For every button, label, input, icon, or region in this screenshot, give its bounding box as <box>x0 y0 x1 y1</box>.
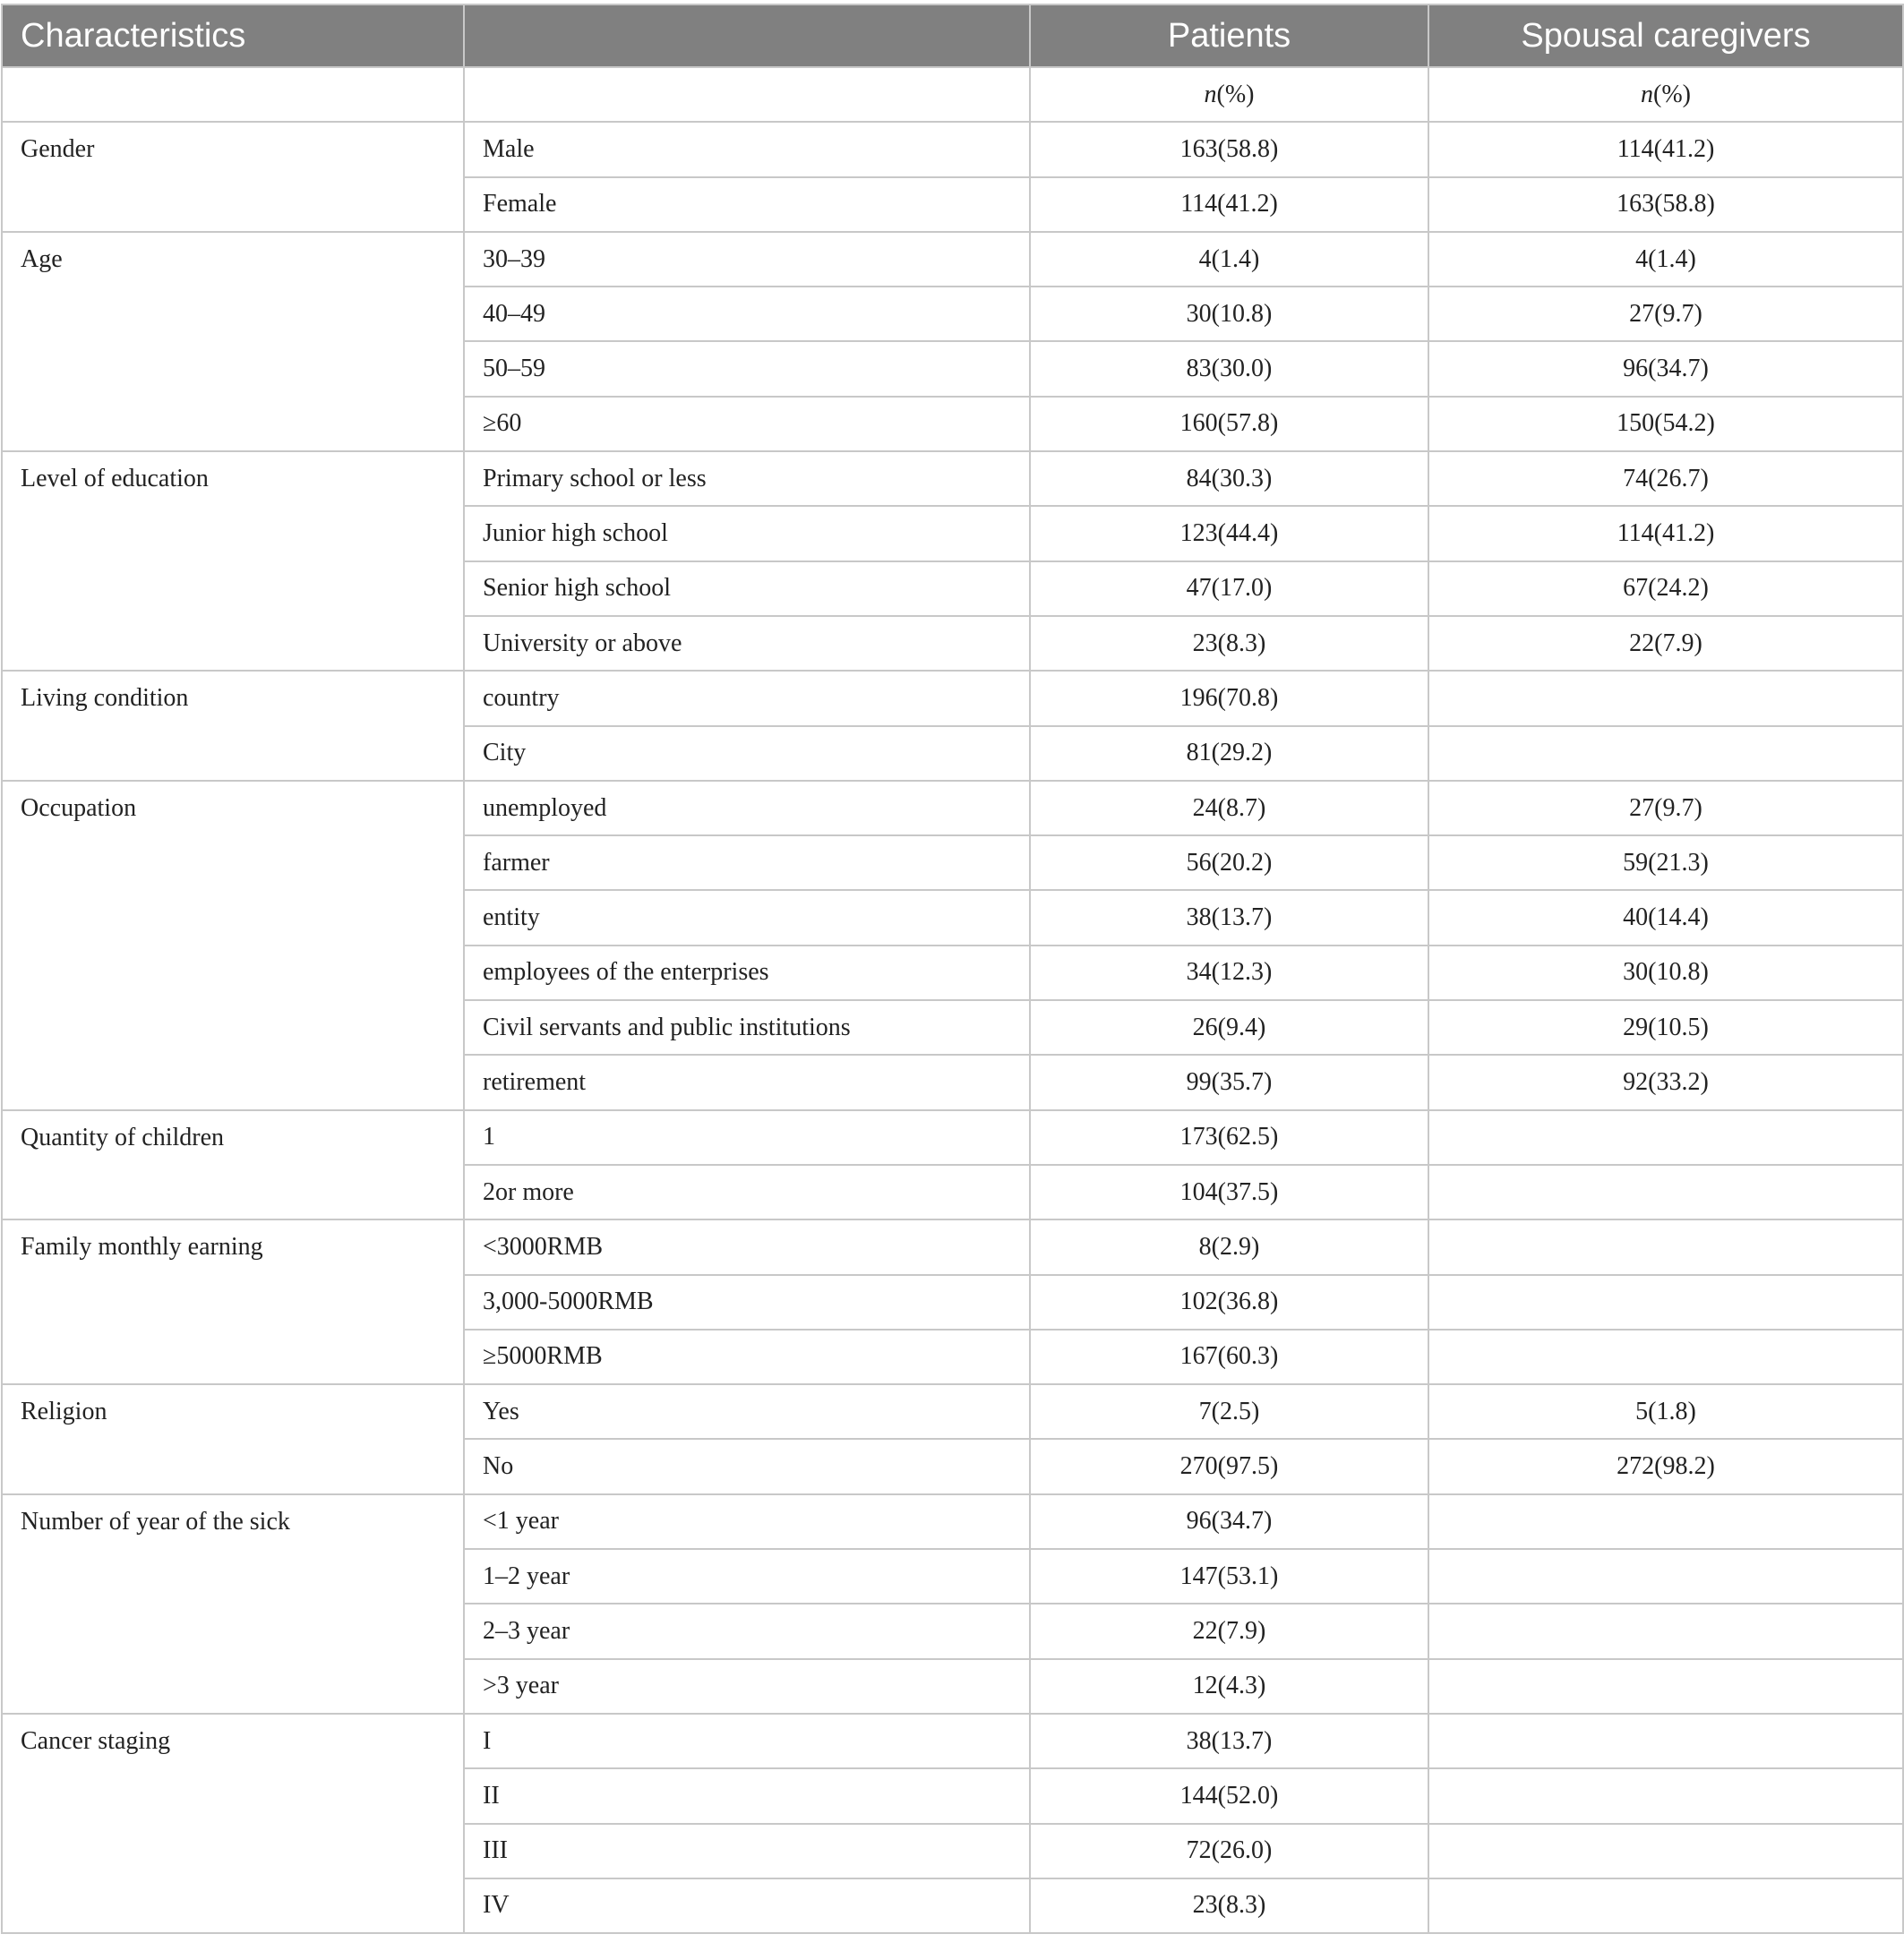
category-cell: Civil servants and public institutions <box>464 1000 1030 1055</box>
patients-value-cell: 72(26.0) <box>1030 1824 1428 1878</box>
subheader-empty-cell <box>464 67 1030 122</box>
category-cell: Male <box>464 122 1030 176</box>
patients-value-cell: 7(2.5) <box>1030 1384 1428 1439</box>
category-cell: 2or more <box>464 1165 1030 1219</box>
patients-value-cell: 83(30.0) <box>1030 341 1428 396</box>
patients-value-cell: 4(1.4) <box>1030 232 1428 287</box>
spousal-value-cell <box>1428 1110 1903 1165</box>
category-cell: No <box>464 1439 1030 1493</box>
patients-value-cell: 96(34.7) <box>1030 1494 1428 1549</box>
table-row <box>2 451 1903 506</box>
spousal-value-cell <box>1428 1494 1903 1549</box>
spousal-value-cell: 163(58.8) <box>1428 177 1903 232</box>
characteristic-label: Number of year of the sick <box>2 1494 464 1714</box>
spousal-value-cell <box>1428 671 1903 725</box>
spousal-value-cell: 22(7.9) <box>1428 616 1903 671</box>
patients-value-cell: 81(29.2) <box>1030 726 1428 781</box>
spousal-value-cell: 59(21.3) <box>1428 835 1903 890</box>
characteristic-label: Living condition <box>2 671 464 781</box>
patients-value-cell: 123(44.4) <box>1030 506 1428 560</box>
subheader-spousal-unit <box>1428 67 1903 122</box>
category-cell: Yes <box>464 1384 1030 1439</box>
spousal-value-cell <box>1428 1604 1903 1658</box>
table-row <box>2 1714 1903 1768</box>
spousal-value-cell: 5(1.8) <box>1428 1384 1903 1439</box>
spousal-value-cell <box>1428 1330 1903 1384</box>
category-cell: Junior high school <box>464 506 1030 560</box>
spousal-value-cell <box>1428 1549 1903 1604</box>
category-cell: entity <box>464 890 1030 945</box>
header-row <box>2 4 1903 67</box>
spousal-value-cell <box>1428 1275 1903 1330</box>
category-cell: <1 year <box>464 1494 1030 1549</box>
table-row <box>2 122 1903 176</box>
spousal-value-cell: 96(34.7) <box>1428 341 1903 396</box>
patients-value-cell: 22(7.9) <box>1030 1604 1428 1658</box>
patients-value-cell: 144(52.0) <box>1030 1768 1428 1823</box>
table-row <box>2 1110 1903 1165</box>
category-cell: retirement <box>464 1055 1030 1109</box>
characteristics-table <box>1 4 1904 1934</box>
category-cell: 40–49 <box>464 287 1030 341</box>
spousal-value-cell: 114(41.2) <box>1428 506 1903 560</box>
subheader-row <box>2 67 1903 122</box>
category-cell: 50–59 <box>464 341 1030 396</box>
spousal-value-cell: 27(9.7) <box>1428 287 1903 341</box>
patients-value-cell: 173(62.5) <box>1030 1110 1428 1165</box>
patients-value-cell: 160(57.8) <box>1030 397 1428 451</box>
category-cell: Female <box>464 177 1030 232</box>
header-spousal-caregivers: Spousal caregivers <box>1428 4 1903 67</box>
spousal-value-cell: 29(10.5) <box>1428 1000 1903 1055</box>
patients-value-cell: 23(8.3) <box>1030 616 1428 671</box>
subheader-empty-cell <box>2 67 464 122</box>
category-cell: IV <box>464 1878 1030 1933</box>
spousal-value-cell: 92(33.2) <box>1428 1055 1903 1109</box>
characteristic-label: Religion <box>2 1384 464 1494</box>
spousal-value-cell: 114(41.2) <box>1428 122 1903 176</box>
spousal-value-cell: 67(24.2) <box>1428 561 1903 616</box>
patients-value-cell: 196(70.8) <box>1030 671 1428 725</box>
spousal-value-cell <box>1428 1824 1903 1878</box>
spousal-value-cell: 27(9.7) <box>1428 781 1903 835</box>
table-row <box>2 1494 1903 1549</box>
category-cell: unemployed <box>464 781 1030 835</box>
category-cell: 1–2 year <box>464 1549 1030 1604</box>
patients-value-cell: 24(8.7) <box>1030 781 1428 835</box>
table-row <box>2 232 1903 287</box>
patients-value-cell: 34(12.3) <box>1030 946 1428 1000</box>
characteristic-label: Gender <box>2 122 464 232</box>
n-symbol: n <box>1204 80 1217 108</box>
table-row <box>2 671 1903 725</box>
spousal-value-cell: 74(26.7) <box>1428 451 1903 506</box>
header-patients: Patients <box>1030 4 1428 67</box>
patients-value-cell: 84(30.3) <box>1030 451 1428 506</box>
patients-value-cell: 8(2.9) <box>1030 1219 1428 1274</box>
characteristic-label: Level of education <box>2 451 464 671</box>
spousal-value-cell <box>1428 1878 1903 1933</box>
patients-value-cell: 56(20.2) <box>1030 835 1428 890</box>
category-cell: farmer <box>464 835 1030 890</box>
header-characteristics: Characteristics <box>2 4 464 67</box>
patients-value-cell: 23(8.3) <box>1030 1878 1428 1933</box>
n-symbol: n <box>1641 80 1653 108</box>
category-cell: 30–39 <box>464 232 1030 287</box>
category-cell: >3 year <box>464 1659 1030 1714</box>
table-row <box>2 781 1903 835</box>
patients-value-cell: 12(4.3) <box>1030 1659 1428 1714</box>
category-cell: University or above <box>464 616 1030 671</box>
characteristic-label: Quantity of children <box>2 1110 464 1220</box>
patients-value-cell: 163(58.8) <box>1030 122 1428 176</box>
patients-value-cell: 38(13.7) <box>1030 1714 1428 1768</box>
category-cell: 3,000-5000RMB <box>464 1275 1030 1330</box>
table-body <box>2 67 1903 1933</box>
category-cell: ≥60 <box>464 397 1030 451</box>
category-cell: 1 <box>464 1110 1030 1165</box>
spousal-value-cell <box>1428 1768 1903 1823</box>
characteristic-label: Age <box>2 232 464 451</box>
category-cell: I <box>464 1714 1030 1768</box>
percent-symbol: (%) <box>1216 80 1255 108</box>
category-cell: 2–3 year <box>464 1604 1030 1658</box>
spousal-value-cell <box>1428 1714 1903 1768</box>
subheader-patients-unit <box>1030 67 1428 122</box>
table-row <box>2 1219 1903 1274</box>
category-cell: III <box>464 1824 1030 1878</box>
spousal-value-cell: 150(54.2) <box>1428 397 1903 451</box>
patients-value-cell: 38(13.7) <box>1030 890 1428 945</box>
patients-value-cell: 167(60.3) <box>1030 1330 1428 1384</box>
patients-value-cell: 104(37.5) <box>1030 1165 1428 1219</box>
table-header <box>2 4 1903 67</box>
patients-value-cell: 99(35.7) <box>1030 1055 1428 1109</box>
category-cell: Primary school or less <box>464 451 1030 506</box>
patients-value-cell: 114(41.2) <box>1030 177 1428 232</box>
category-cell: Senior high school <box>464 561 1030 616</box>
patients-value-cell: 30(10.8) <box>1030 287 1428 341</box>
characteristic-label: Cancer staging <box>2 1714 464 1933</box>
spousal-value-cell: 30(10.8) <box>1428 946 1903 1000</box>
patients-value-cell: 26(9.4) <box>1030 1000 1428 1055</box>
patients-value-cell: 270(97.5) <box>1030 1439 1428 1493</box>
patients-value-cell: 47(17.0) <box>1030 561 1428 616</box>
spousal-value-cell <box>1428 1165 1903 1219</box>
spousal-value-cell: 4(1.4) <box>1428 232 1903 287</box>
spousal-value-cell <box>1428 1659 1903 1714</box>
spousal-value-cell: 272(98.2) <box>1428 1439 1903 1493</box>
characteristic-label: Family monthly earning <box>2 1219 464 1384</box>
category-cell: <3000RMB <box>464 1219 1030 1274</box>
category-cell: country <box>464 671 1030 725</box>
category-cell: employees of the enterprises <box>464 946 1030 1000</box>
spousal-value-cell: 40(14.4) <box>1428 890 1903 945</box>
category-cell: City <box>464 726 1030 781</box>
patients-value-cell: 102(36.8) <box>1030 1275 1428 1330</box>
category-cell: II <box>464 1768 1030 1823</box>
patients-value-cell: 147(53.1) <box>1030 1549 1428 1604</box>
spousal-value-cell <box>1428 1219 1903 1274</box>
header-category <box>464 4 1030 67</box>
spousal-value-cell <box>1428 726 1903 781</box>
percent-symbol: (%) <box>1653 80 1691 108</box>
table-row <box>2 1384 1903 1439</box>
characteristic-label: Occupation <box>2 781 464 1110</box>
category-cell: ≥5000RMB <box>464 1330 1030 1384</box>
